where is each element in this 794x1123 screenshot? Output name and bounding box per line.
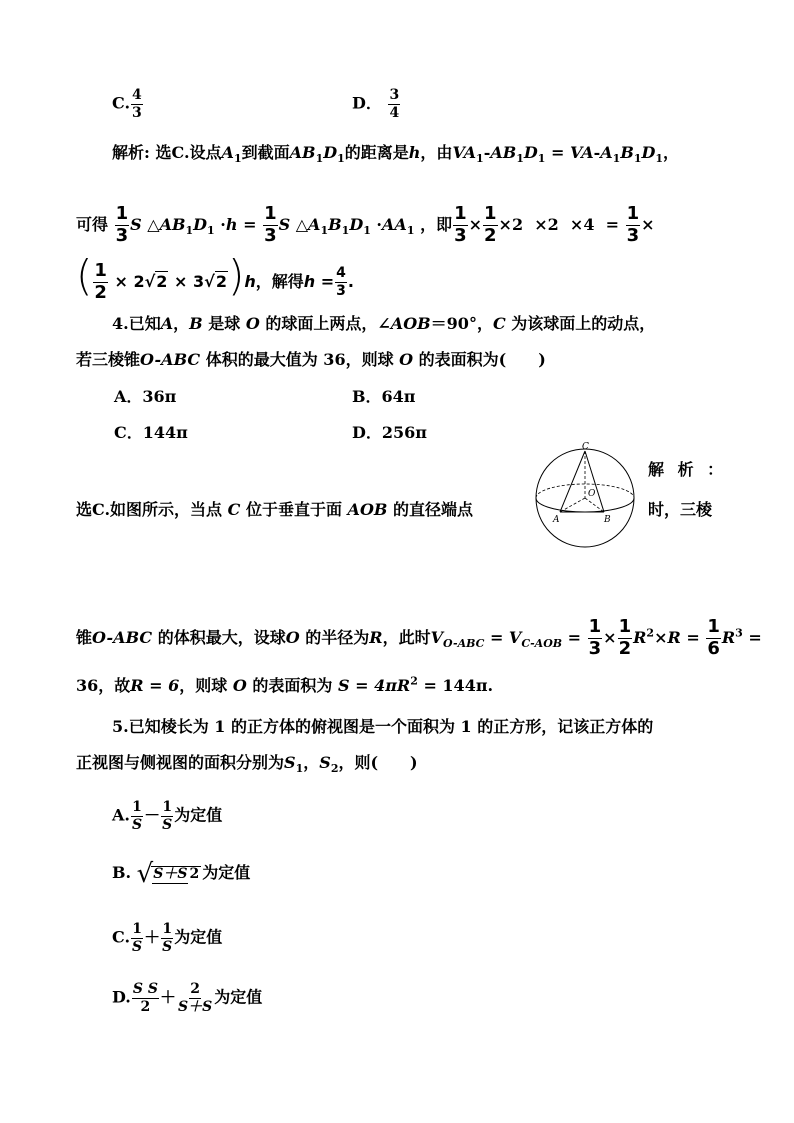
q4-option-c: C．144π bbox=[114, 423, 188, 442]
fraction: $\frac{4}{3}$ bbox=[336, 265, 346, 299]
fraction: $\frac{1}{2}$ bbox=[94, 260, 107, 303]
q5-stem-line-1: 5.已知棱长为 1 的正方体的俯视图是一个面积为 1 的正方形，记该正方体的 bbox=[112, 717, 654, 736]
point-label-b: B bbox=[604, 515, 611, 525]
fraction: $\frac{1}{S}$ bbox=[162, 921, 173, 955]
q3-option-d-label: D． bbox=[352, 93, 382, 113]
equator-front bbox=[536, 498, 634, 512]
point-label-a: A bbox=[553, 515, 560, 525]
fraction: $\frac{1}{S}$ bbox=[131, 799, 143, 833]
q5-option-b: B. √S＋S 2 为定值 bbox=[112, 859, 251, 889]
fraction: $\frac{1}{3}$ bbox=[115, 203, 129, 246]
fraction: $\frac{1}{2}$ bbox=[618, 616, 632, 659]
edge-OA bbox=[560, 498, 585, 512]
q5-option-d: D. $\frac{\text{S S}}{2}$ ＋ $\frac{2}{S+S}$ 为定值 bbox=[112, 981, 263, 1015]
fraction: $\frac{1}{6}$ bbox=[707, 616, 720, 659]
q4-option-d: D．256π bbox=[352, 423, 427, 442]
solution-label: 解 析 ： bbox=[648, 460, 728, 479]
q4-solution-line-3: 36，故R = 6，则球 O 的表面积为 $S = 4\pi R^2 = 144\pi$. bbox=[76, 674, 494, 695]
q5-stem-line-2: 正视图与侧视图的面积分别为$S_1$，$S_2$，则( ) bbox=[76, 753, 418, 776]
solution-label: 解析: bbox=[112, 143, 150, 162]
fraction: $\frac{1}{3}$ bbox=[454, 203, 467, 246]
sqrt-sign: √ bbox=[136, 859, 154, 889]
edge-OB bbox=[585, 498, 604, 512]
fraction: $\frac{1}{3}$ bbox=[588, 616, 602, 659]
q3-option-c bbox=[112, 88, 144, 120]
q3-solution-line-3: ( $\frac{1}{2}$ × 2√2 × 3√2)h，解得h = $\frac{4}{3}$ . bbox=[76, 250, 354, 303]
sphere-figure bbox=[530, 440, 640, 552]
q3-option-d bbox=[352, 88, 401, 120]
q4-solution-line-2: 锥O-ABC 的体积最大，设球O 的半径为R，此时$V_{O-ABC} = V_{C-AOB}$ = $\frac{1}{3}$ × $\frac{1}{2}$ $R^2\times R$ = $\frac{1}{6}$ $R^3$ = bbox=[76, 616, 762, 659]
fraction: $\frac{1}{S}$ bbox=[162, 799, 173, 833]
point-label-o: O bbox=[588, 489, 596, 499]
q3-solution-line-1: 解析: 选C.设点$A_1$到截面$AB_1D_1$的距离是h，由$VA_1-AB_1D_1 = VA-A_1B_1D_1$， bbox=[112, 143, 680, 166]
q4-option-a: A．36π bbox=[114, 387, 177, 406]
fraction: $\frac{4}{3}$ bbox=[132, 87, 142, 121]
edge-CA bbox=[560, 451, 585, 512]
q3-option-c-label: C. bbox=[112, 93, 131, 113]
q3-solution-line-2: 可得 $\frac{1}{3}$ S $\triangle AB_1D_1 \cdot h$ = $\frac{1}{3}$ S $\triangle A_1B_1D_1 \cdot AA_1$ ，即 $\frac{1}{3}$ × $\frac{1}{2}$ ×2 ×2 ×4 = $\frac{1}{3}$ × bbox=[76, 203, 655, 246]
fraction: $\frac{1}{S}$ bbox=[132, 921, 143, 955]
fraction: S＋S 2 bbox=[153, 865, 200, 882]
q4-solution-line-1-end: 时，三棱 bbox=[648, 500, 713, 519]
question-number: 5. bbox=[112, 717, 129, 736]
q4-stem-line-2: 若三棱锥O-ABC 体积的最大值为 36，则球 O 的表面积为( ) bbox=[76, 350, 546, 369]
q4-stem-line-1: 4.已知A，B 是球 O 的球面上两点，∠AOB＝90°，C 为该球面上的动点， bbox=[112, 314, 656, 333]
fraction: $\frac{1}{3}$ bbox=[626, 203, 640, 246]
fraction: $\frac{2}{S+S}$ bbox=[178, 981, 213, 1015]
sqrt-sign: √ bbox=[204, 271, 215, 291]
point-label-c: C bbox=[582, 442, 589, 452]
q4-option-b: B．64π bbox=[352, 387, 416, 406]
fraction: $\frac{1}{2}$ bbox=[484, 203, 497, 246]
edge-CB bbox=[585, 451, 604, 512]
q5-option-a: A. $\frac{1}{S}$ － $\frac{1}{S}$ 为定值 bbox=[112, 799, 223, 833]
question-number: 4. bbox=[112, 314, 129, 333]
fraction: $\frac{\text{S S}}{2}$ bbox=[132, 981, 158, 1015]
sqrt-sign: √ bbox=[144, 271, 156, 291]
q5-option-c: C. $\frac{1}{S}$ ＋ $\frac{1}{S}$ 为定值 bbox=[112, 921, 223, 955]
fraction: $\frac{1}{3}$ bbox=[264, 203, 277, 246]
q4-solution-line-1: 选C.如图所示，当点 C 位于垂直于面 AOB 的直径端点 bbox=[76, 500, 473, 519]
fraction: $\frac{3}{4}$ bbox=[389, 87, 400, 121]
